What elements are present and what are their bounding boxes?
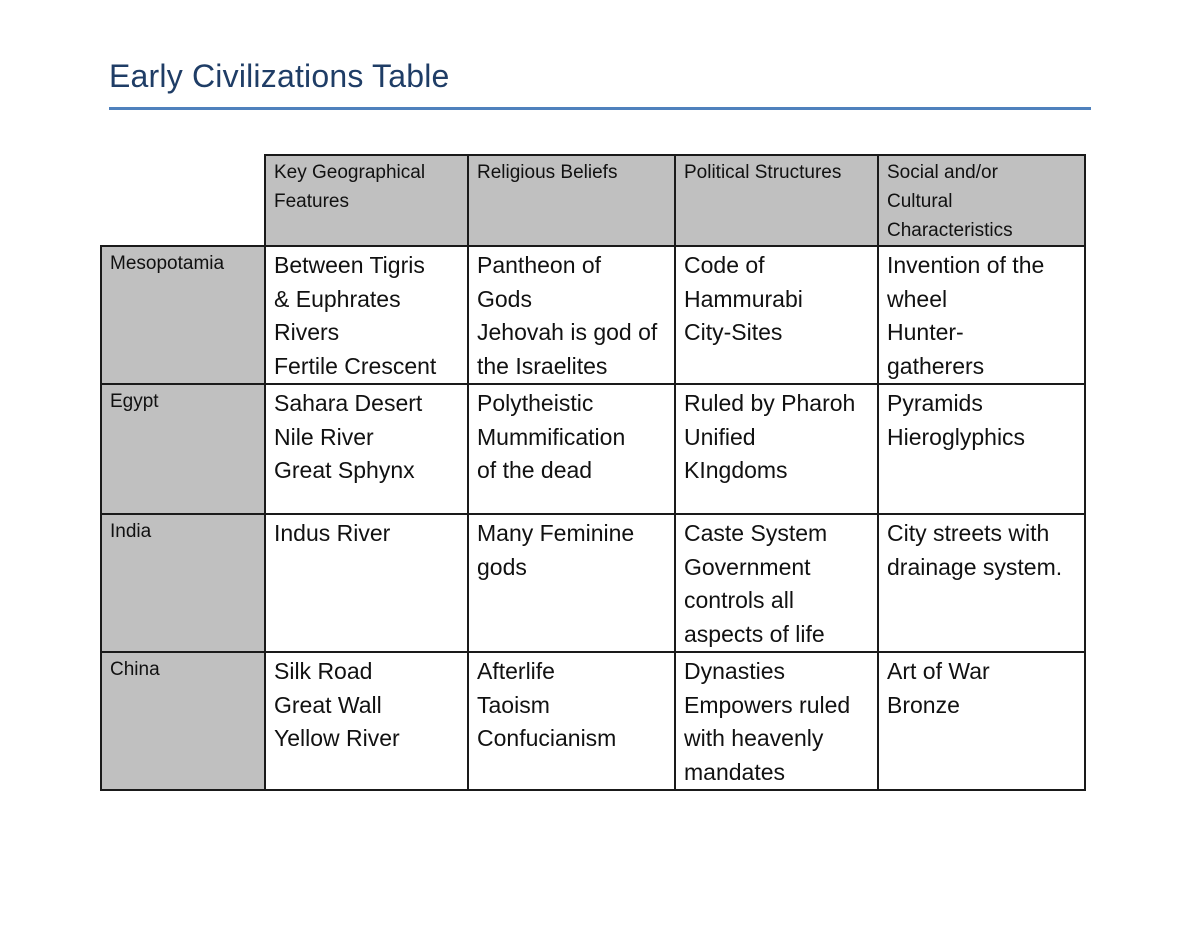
cell-line: Indus River	[274, 520, 391, 546]
cell-line: Rivers	[274, 319, 340, 345]
table-row-egypt	[101, 384, 1085, 514]
header-text-line: Political Structures	[684, 162, 842, 183]
row-label-india: India	[101, 514, 265, 652]
row-label-egypt: Egypt	[101, 384, 265, 514]
row-label-china: China	[101, 652, 265, 790]
cell-politics	[675, 384, 878, 514]
cell-line: Gods	[477, 285, 532, 312]
cell-line: Taoism	[477, 691, 550, 718]
cell-line: Yellow River	[274, 725, 400, 751]
table-row-india	[101, 514, 1085, 652]
header-text-line: Characteristics	[887, 220, 1013, 241]
cell-line: mandates	[684, 758, 786, 785]
cell-line: gods	[477, 553, 527, 580]
header-text-line: Key Geographical	[274, 162, 426, 183]
header-text-line: Features	[274, 191, 349, 212]
cell-religion	[468, 246, 675, 384]
table-row-china	[101, 652, 1085, 790]
cell-line: of the dead	[477, 457, 593, 483]
cell-line: Mummification	[477, 423, 626, 450]
cell-line: Government	[684, 553, 811, 580]
cell-line: wheel	[887, 285, 948, 312]
header-text-line: Social and/or	[887, 162, 998, 183]
cell-line: gatherers	[887, 352, 985, 379]
cell-line: City-Sites	[684, 319, 783, 345]
cell-line: Unified	[684, 423, 756, 450]
page-title: Early Civilizations Table	[109, 58, 450, 94]
cell-line: Great Wall	[274, 691, 382, 718]
header-key-geographical-features	[265, 155, 468, 246]
cell-line: Empowers ruled	[684, 691, 851, 718]
cell-line: Many Feminine	[477, 520, 635, 546]
cell-line: the Israelites	[477, 352, 608, 379]
cell-line: Pyramids	[887, 390, 983, 416]
header-text-line: Cultural	[887, 191, 953, 212]
cell-line: Ruled by Pharoh	[684, 390, 856, 416]
cell-line: Confucianism	[477, 725, 617, 751]
cell-line: KIngdoms	[684, 457, 788, 483]
cell-social-culture	[878, 514, 1085, 652]
cell-line: Hammurabi	[684, 285, 803, 312]
cell-religion	[468, 652, 675, 790]
cell-line: Jehovah is god of	[477, 319, 658, 345]
cell-social-culture	[878, 652, 1085, 790]
cell-line: Caste System	[684, 520, 828, 546]
header-religious-beliefs	[468, 155, 675, 246]
cell-line: Hieroglyphics	[887, 423, 1026, 450]
cell-line: Afterlife	[477, 658, 555, 684]
cell-religion	[468, 514, 675, 652]
header-row	[101, 155, 1085, 246]
header-text-line: Religious Beliefs	[477, 162, 618, 183]
cell-line: Silk Road	[274, 658, 373, 684]
cell-politics	[675, 652, 878, 790]
cell-line: aspects of life	[684, 620, 825, 647]
cell-line: City streets with	[887, 520, 1050, 546]
cell-politics	[675, 246, 878, 384]
cell-line: Sahara Desert	[274, 390, 423, 416]
cell-geography	[265, 246, 468, 384]
cell-line: Dynasties	[684, 658, 785, 684]
cell-politics	[675, 514, 878, 652]
cell-geography	[265, 384, 468, 514]
header-social-cultural-characteristics	[878, 155, 1085, 246]
cell-line: Great Sphynx	[274, 457, 415, 483]
cell-line: & Euphrates	[274, 285, 401, 312]
cell-social-culture	[878, 246, 1085, 384]
cell-line: with heavenly	[684, 725, 824, 751]
cell-geography	[265, 514, 468, 652]
table-row-mesopotamia	[101, 246, 1085, 384]
cell-religion	[468, 384, 675, 514]
title-divider	[109, 107, 1091, 110]
civilizations-table	[100, 154, 1086, 791]
cell-line: drainage system.	[887, 553, 1063, 580]
cell-line: Code of	[684, 252, 765, 278]
cell-line: Invention of the	[887, 252, 1045, 278]
cell-line: Between Tigris	[274, 252, 425, 278]
cell-line: Nile River	[274, 423, 374, 450]
header-corner-cell	[101, 155, 265, 246]
cell-line: Pantheon of	[477, 252, 602, 278]
cell-line: Polytheistic	[477, 390, 594, 416]
cell-line: Bronze	[887, 691, 960, 718]
header-political-structures	[675, 155, 878, 246]
cell-social-culture	[878, 384, 1085, 514]
cell-line: Fertile Crescent	[274, 352, 437, 379]
cell-line: controls all	[684, 587, 794, 613]
cell-geography	[265, 652, 468, 790]
cell-line: Art of War	[887, 658, 990, 684]
cell-line: Hunter-	[887, 319, 964, 345]
row-label-mesopotamia: Mesopotamia	[101, 246, 265, 384]
